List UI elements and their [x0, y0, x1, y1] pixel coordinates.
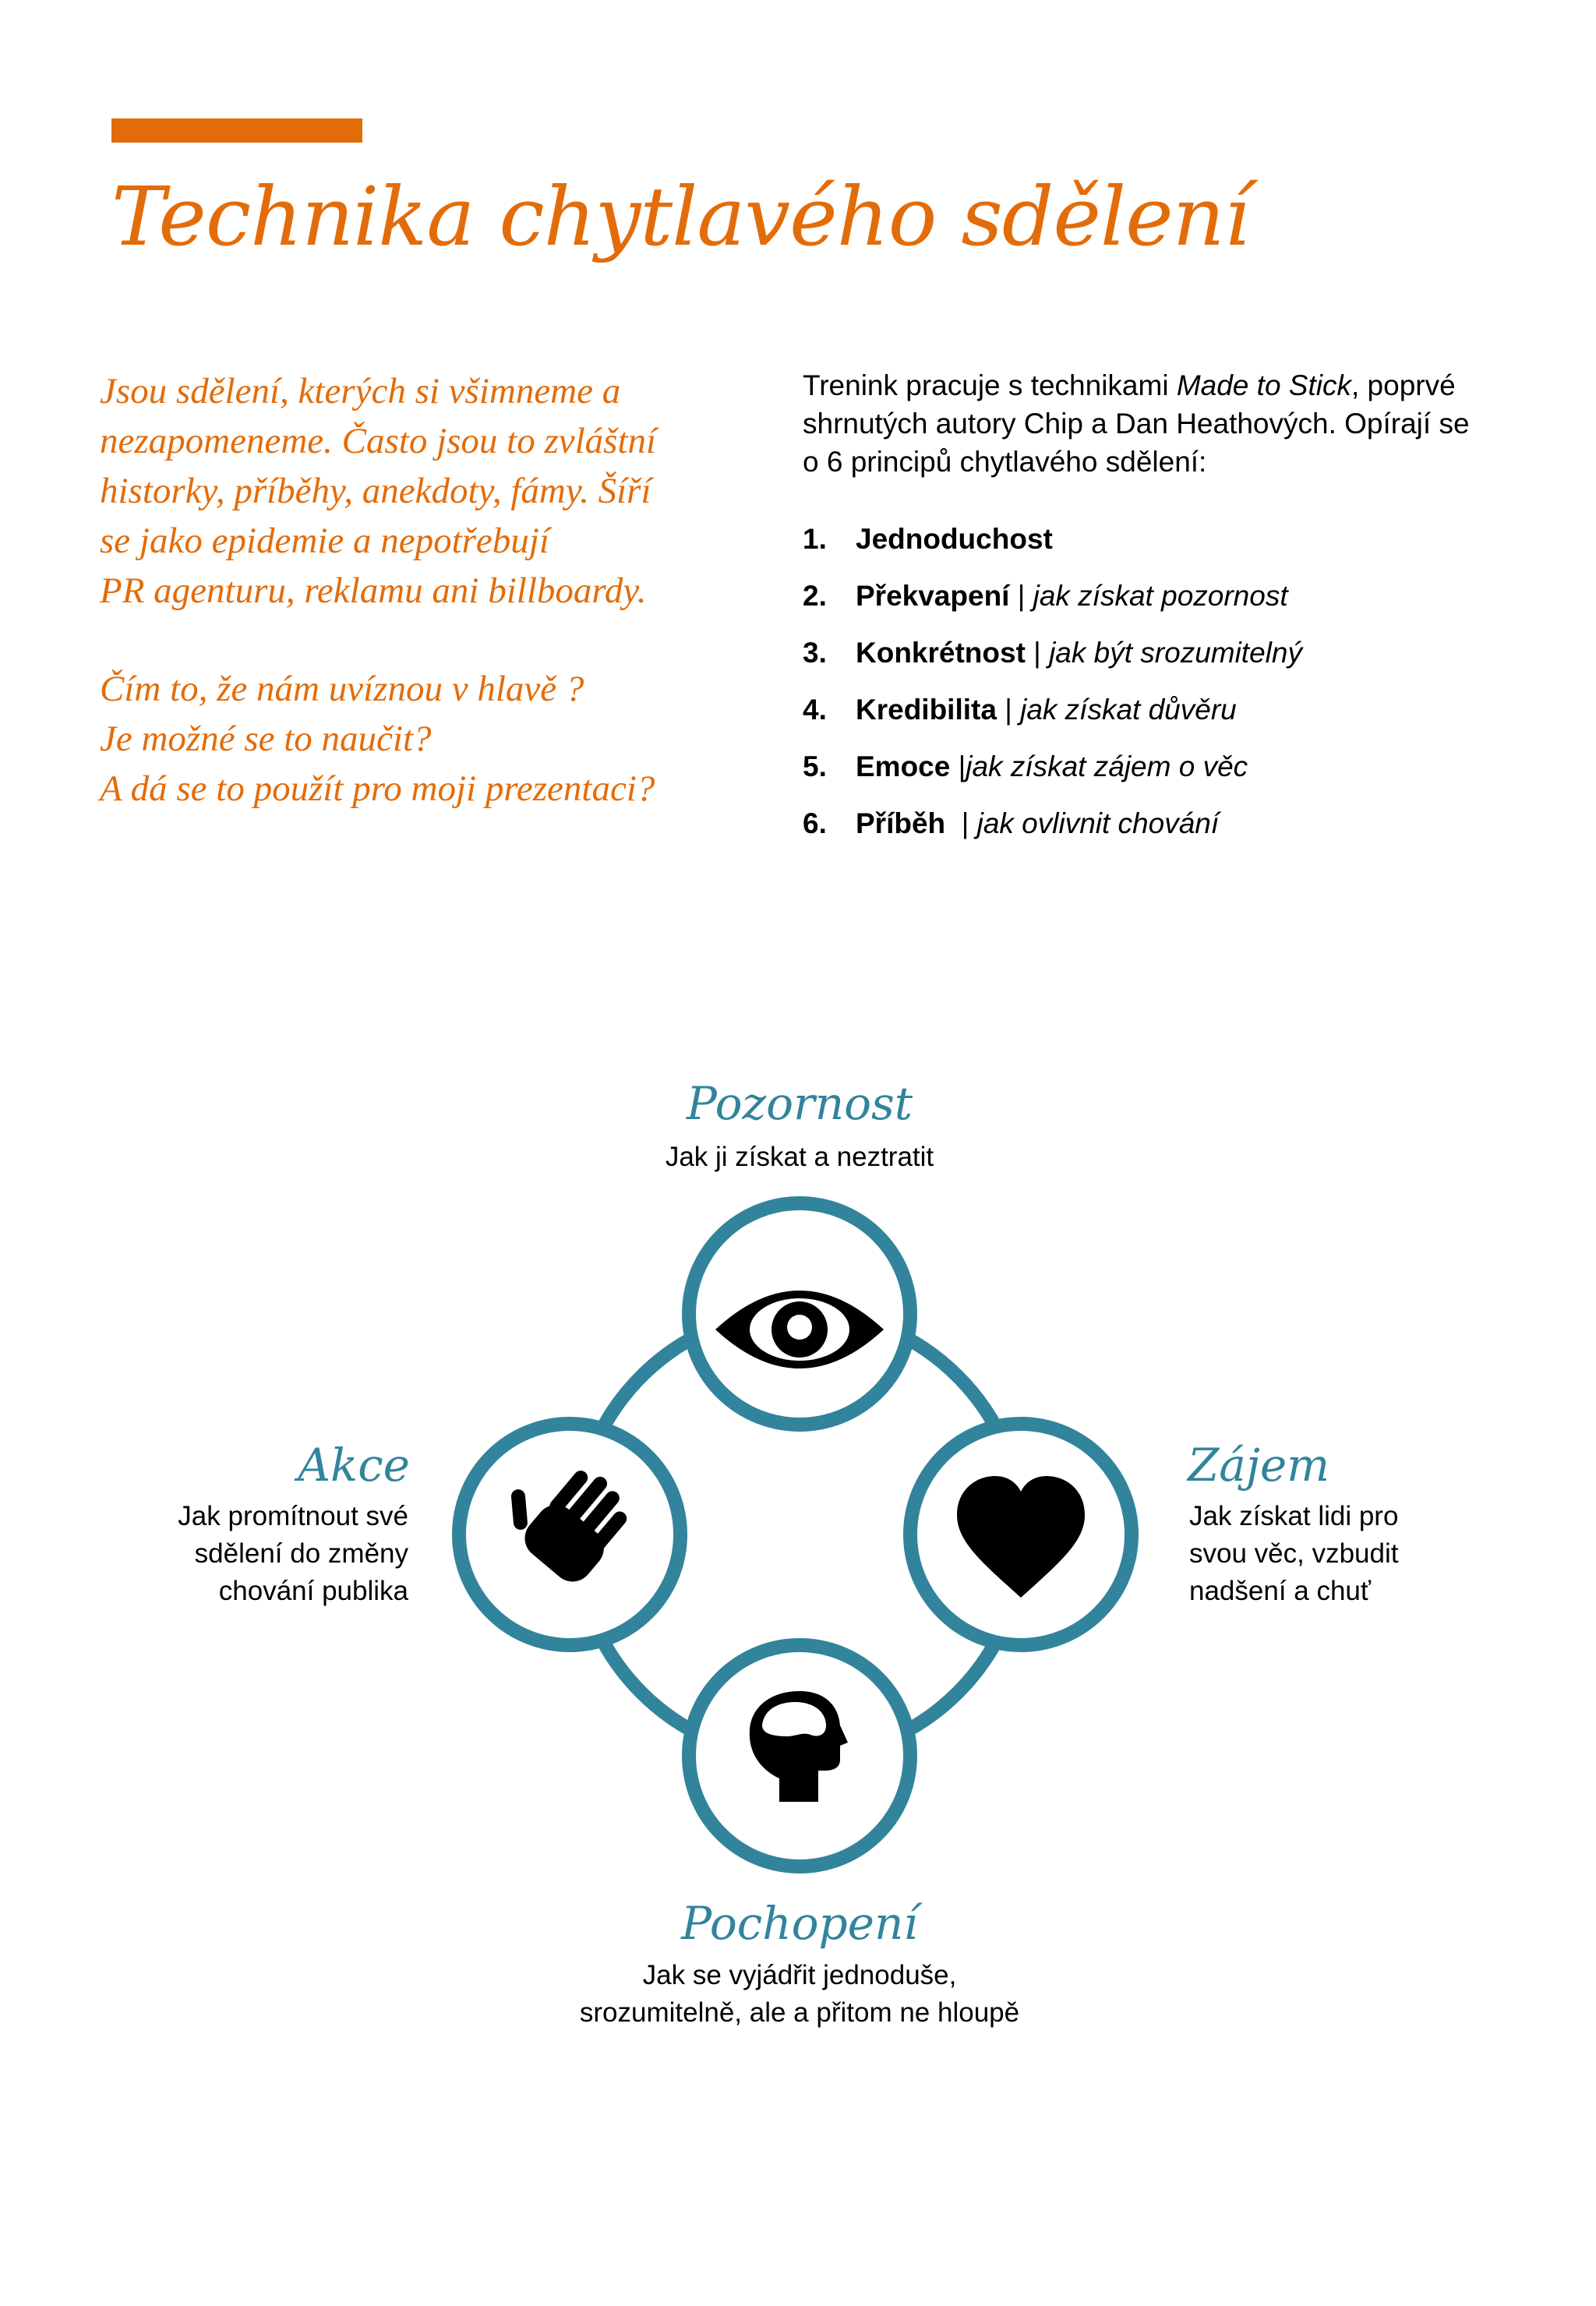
principle-name: Kredibilita — [856, 694, 997, 726]
principle-number: 1. — [803, 523, 827, 555]
principle-hint: jak získat zájem o věc — [966, 750, 1248, 782]
head-icon — [750, 1691, 848, 1802]
node-circle-left — [459, 1424, 680, 1645]
node-heading-left: Akce — [298, 1439, 410, 1492]
node-desc-left: Jak promítnout své sdělení do změny chování publika — [178, 1501, 408, 1606]
principle-separator: | — [945, 807, 977, 839]
principle-hint: jak získat pozornost — [1033, 580, 1288, 612]
hand-icon — [488, 1437, 642, 1590]
principle-separator: | — [950, 750, 966, 782]
node-desc-top: Jak ji získat a neztratit — [665, 1142, 934, 1172]
principle-number: 3. — [803, 637, 827, 669]
principle-name: Příběh — [856, 807, 946, 839]
principle-hint: jak být srozumitelný — [1049, 637, 1302, 669]
principle-hint: jak získat důvěru — [1020, 694, 1237, 726]
node-circle-top — [689, 1203, 910, 1425]
principle-item — [803, 738, 1473, 795]
principle-number: 2. — [803, 580, 827, 612]
node-circle-bottom — [689, 1645, 910, 1866]
node-desc-right: Jak získat lidi pro svou věc, vzbudit nadšení a chuť — [1189, 1501, 1399, 1606]
intro-paragraph-2: Čím to, že nám uvíznou v hlavě ? Je možné se to naučit? A dá se to použít pro moji prezentaci? — [100, 669, 655, 809]
principle-separator: | — [1009, 580, 1033, 612]
principles-lead — [803, 366, 1473, 481]
principle-name: Jednoduchost — [856, 523, 1053, 555]
principle-name: Konkrétnost — [856, 637, 1026, 669]
node-circle-right — [910, 1424, 1132, 1645]
book-title: Made to Stick — [1176, 369, 1351, 401]
principles-section — [803, 366, 1473, 852]
principle-item — [803, 567, 1473, 624]
principle-item — [803, 681, 1473, 738]
principle-name: Emoce — [856, 750, 951, 782]
page-title: Technika chytlavého sdělení — [111, 169, 1249, 264]
principle-number: 6. — [803, 807, 827, 839]
cycle-ring — [576, 1311, 1023, 1758]
principle-number: 4. — [803, 694, 827, 726]
principles-list — [803, 510, 1473, 852]
principle-name: Překvapení — [856, 580, 1010, 612]
principle-separator: | — [1025, 637, 1050, 669]
node-heading-right: Zájem — [1188, 1439, 1330, 1492]
lead-text-end: , poprvé shrnutých autory Chip a Dan Heathových. Opírají se o 6 principů chytlavého sdělení: — [803, 369, 1470, 478]
principle-item — [803, 510, 1473, 567]
principle-item — [803, 624, 1473, 681]
intro-text — [100, 366, 786, 814]
intro-paragraph-1: Jsou sdělení, kterých si všimneme a nezapomeneme. Často jsou to zvláštní historky, příběhy, anekdoty, fámy. Šíří se jako epidemie a nepotřebují PR agenturu, reklamu ani billboardy. — [100, 371, 657, 611]
principle-hint: jak ovlivnit chování — [976, 807, 1220, 839]
node-desc-bottom: Jak se vyjádřit jednoduše, srozumitelně, ale a přitom ne hloupě — [579, 1960, 1020, 2028]
eye-icon — [715, 1291, 884, 1368]
heart-icon — [957, 1476, 1085, 1598]
principle-number: 5. — [803, 750, 827, 782]
node-heading-top: Pozornost — [686, 1077, 913, 1130]
lead-text-start: Trenink pracuje s technikami — [803, 369, 1177, 401]
node-heading-bottom: Pochopení — [681, 1897, 918, 1950]
title-accent-bar — [111, 118, 362, 143]
principle-item — [803, 795, 1473, 852]
principle-separator: | — [996, 694, 1021, 726]
